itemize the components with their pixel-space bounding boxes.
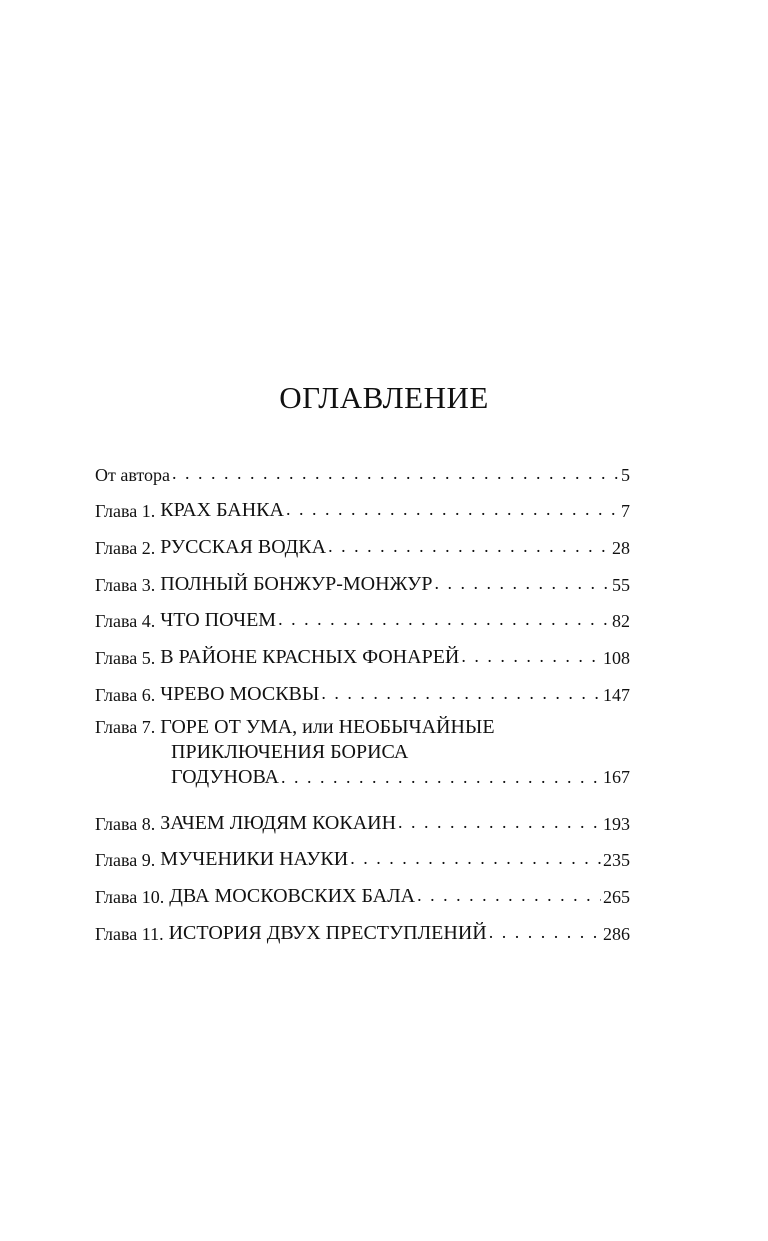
toc-page-number: 286 [603, 923, 630, 944]
toc-entry-chapter-7[interactable] [95, 708, 630, 790]
toc-chapter-prefix: Глава 8. [95, 813, 156, 834]
toc-entry-chapter-3[interactable] [95, 559, 630, 596]
dot-leader [461, 647, 601, 669]
dot-leader [328, 537, 610, 559]
dot-leader [281, 768, 601, 790]
toc-entry-label: От автора [95, 464, 171, 485]
toc-page-number: 55 [612, 574, 630, 595]
toc-entry-chapter-9[interactable] [95, 835, 630, 872]
toc-entry-chapter-6[interactable] [95, 669, 630, 706]
toc-chapter-title: В РАЙОНЕ КРАСНЫХ ФОНАРЕЙ [160, 646, 460, 669]
dot-leader [417, 886, 601, 908]
toc-entry-chapter-1[interactable] [95, 486, 630, 523]
toc-chapter-title: ЗАЧЕМ ЛЮДЯМ КОКАИН [160, 811, 397, 834]
dot-leader [286, 500, 619, 522]
toc-page-number: 5 [621, 464, 630, 485]
toc-chapter-prefix: Глава 7. [95, 716, 156, 737]
toc-chapter-title: КРАХ БАНКА [160, 499, 284, 522]
toc-chapter-prefix: Глава 1. [95, 501, 156, 522]
toc-chapter-prefix: Глава 9. [95, 850, 156, 871]
toc-entry-chapter-4[interactable] [95, 596, 630, 633]
toc-entry-chapter-8[interactable] [95, 798, 630, 835]
dot-leader [172, 464, 619, 486]
toc-chapter-prefix: Глава 6. [95, 684, 156, 705]
toc-page-number: 108 [603, 648, 630, 669]
toc-chapter-title-line-2: ПРИКЛЮЧЕНИЯ БОРИСА [171, 740, 409, 763]
toc-chapter-prefix: Глава 10. [95, 886, 165, 907]
toc-chapter-title: ПОЛНЫЙ БОНЖУР-МОНЖУР [160, 572, 433, 595]
table-of-contents [95, 449, 630, 945]
dot-leader [489, 923, 601, 945]
dot-leader [321, 684, 601, 706]
toc-page-number: 265 [603, 886, 630, 907]
toc-chapter-title: РУССКАЯ ВОДКА [160, 536, 327, 559]
toc-entry-author[interactable] [95, 449, 630, 486]
dot-leader [350, 849, 601, 871]
dot-leader [398, 813, 601, 835]
page-title: ОГЛАВЛЕНИЕ [279, 380, 489, 415]
toc-entry-chapter-2[interactable] [95, 522, 630, 559]
toc-chapter-prefix: Глава 2. [95, 538, 156, 559]
toc-chapter-title: ИСТОРИЯ ДВУХ ПРЕСТУПЛЕНИЙ [168, 921, 487, 944]
toc-chapter-title: ДВА МОСКОВСКИХ БАЛА [169, 884, 416, 907]
toc-entry-chapter-10[interactable] [95, 871, 630, 908]
toc-chapter-title: ЧРЕВО МОСКВЫ [160, 682, 320, 705]
toc-page-number: 235 [603, 850, 630, 871]
toc-page-number: 147 [603, 684, 630, 705]
toc-chapter-prefix: Глава 11. [95, 923, 164, 944]
toc-chapter-prefix: Глава 3. [95, 574, 156, 595]
toc-page-number: 7 [621, 501, 630, 522]
toc-page-number: 28 [612, 538, 630, 559]
toc-page-number: 167 [603, 766, 630, 787]
toc-page-number: 82 [612, 611, 630, 632]
toc-chapter-title-line-1: ГОРЕ ОТ УМА, или НЕОБЫЧАЙНЫЕ [160, 715, 495, 738]
toc-chapter-title: МУЧЕНИКИ НАУКИ [160, 848, 349, 871]
toc-chapter-prefix: Глава 4. [95, 611, 156, 632]
toc-entry-chapter-5[interactable] [95, 632, 630, 669]
toc-chapter-title: ЧТО ПОЧЕМ [160, 609, 277, 632]
toc-entry-last-line [95, 765, 630, 790]
toc-page-number: 193 [603, 813, 630, 834]
toc-entry-first-line [95, 708, 630, 740]
dot-leader [434, 574, 610, 596]
toc-chapter-title-line-3: ГОДУНОВА [171, 765, 279, 788]
toc-chapter-prefix: Глава 5. [95, 648, 156, 669]
toc-entry-chapter-11[interactable] [95, 908, 630, 945]
dot-leader [278, 610, 610, 632]
